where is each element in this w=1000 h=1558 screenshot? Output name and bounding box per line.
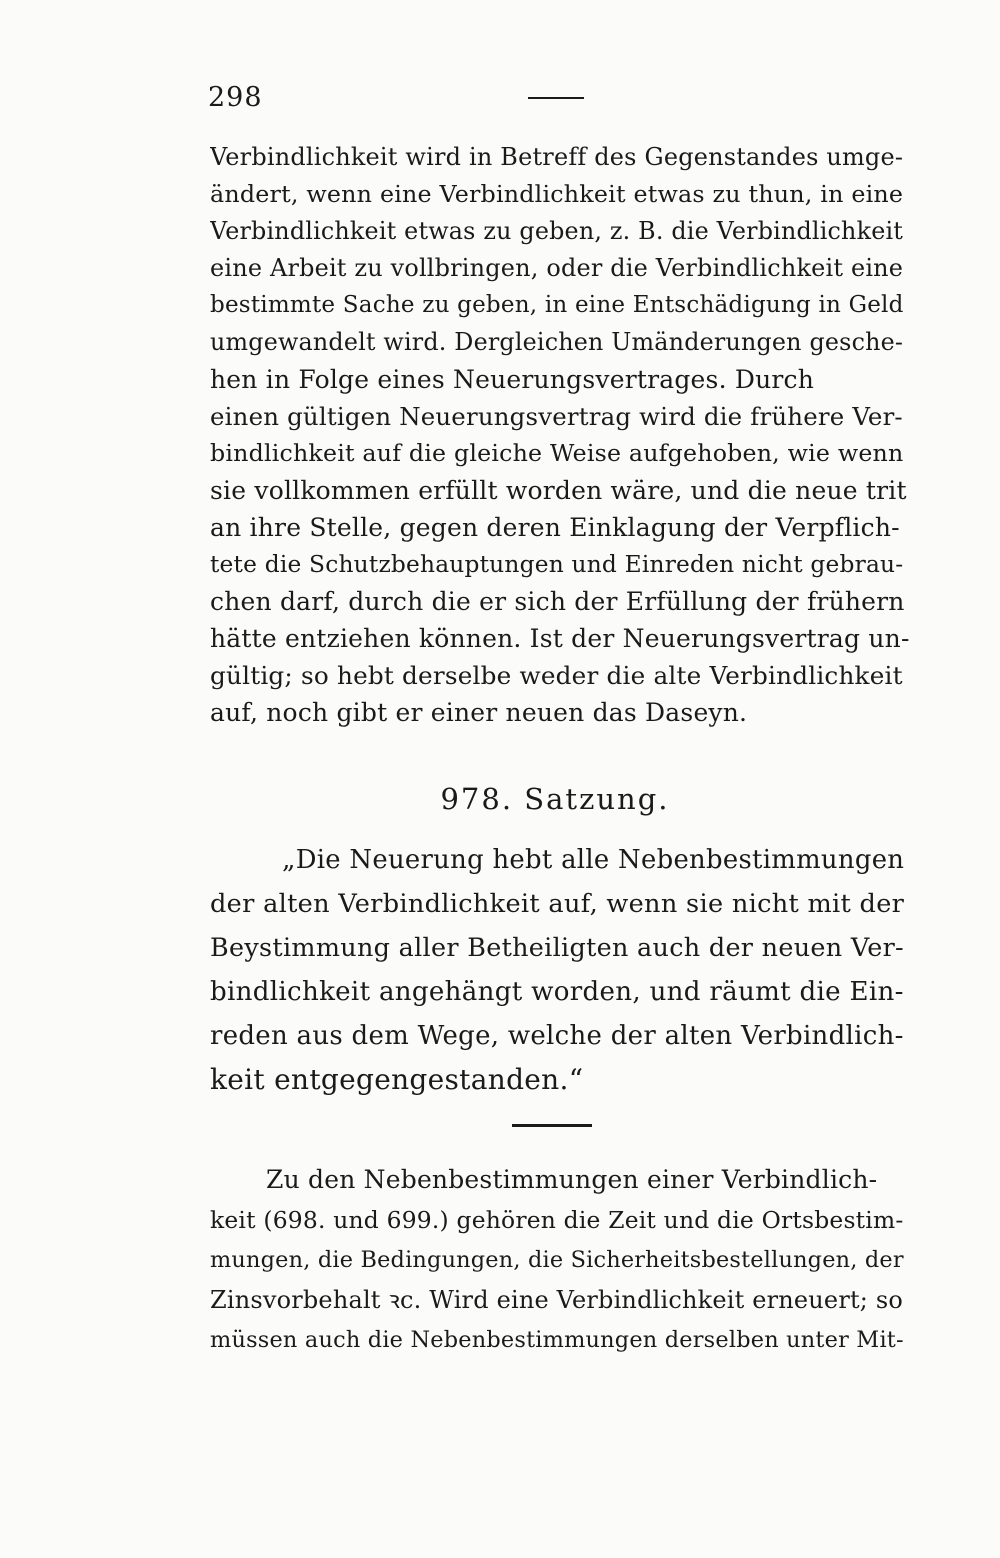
paragraph-continuation: [210, 139, 910, 731]
text-line: einen gültigen Neuerungsvertrag wird die frühere Ver-: [210, 402, 903, 431]
text-line: Zinsvorbehalt ꝛc. Wird eine Verbindlichkeit erneuert; so: [210, 1286, 904, 1314]
text-line: Verbindlichkeit etwas zu geben, z. B. die Verbindlichkeit: [210, 217, 904, 245]
quote-line: keit entgegengestanden.“: [210, 1063, 584, 1096]
section-heading: 978. Satzung.: [440, 782, 670, 816]
text-line: eine Arbeit zu vollbringen, oder die Verbindlichkeit eine: [210, 254, 904, 282]
text-line: an ihre Stelle, gegen deren Einklagung der Verpflich-: [210, 513, 900, 542]
text-line: sie vollkommen erfüllt worden wäre, und die neue trit: [210, 476, 907, 505]
text-line: bindlichkeit auf die gleiche Weise aufgehoben, wie wenn: [210, 439, 904, 467]
text-line: hätte entziehen können. Ist der Neuerungsvertrag un-: [210, 624, 910, 653]
text-line: tete die Schutzbehauptungen und Einreden nicht gebrau-: [210, 551, 904, 578]
text-line: Verbindlichkeit wird in Betreff des Gegenstandes umge-: [210, 143, 904, 171]
text-line: ändert, wenn eine Verbindlichkeit etwas zu thun, in eine: [210, 180, 904, 208]
text-line: müssen auch die Nebenbestimmungen derselben unter Mit-: [210, 1327, 904, 1353]
text-line: keit (698. und 699.) gehören die Zeit und die Ortsbestim-: [210, 1206, 904, 1234]
text-line: hen in Folge eines Neuerungsvertrages. Durch: [210, 365, 815, 394]
quote-line: „Die Neuerung hebt alle Nebenbestimmungen: [282, 845, 905, 875]
quote-line: reden aus dem Wege, welche der alten Verbindlich-: [210, 1021, 904, 1051]
page-number: 298: [208, 82, 263, 113]
commentary-paragraph: [210, 1160, 910, 1360]
text-line: umgewandelt wird. Dergleichen Umänderungen gesche-: [210, 328, 904, 356]
text-line: auf, noch gibt er einer neuen das Daseyn.: [210, 698, 748, 727]
text-line: gültig; so hebt derselbe weder die alte Verbindlichkeit: [210, 661, 903, 690]
text-line: bestimmte Sache zu geben, in eine Entschädigung in Geld: [210, 292, 904, 318]
text-line: mungen, die Bedingungen, die Sicherheitsbestellungen, der: [210, 1247, 904, 1273]
quote-line: der alten Verbindlichkeit auf, wenn sie nicht mit der: [210, 889, 905, 919]
section-divider: [512, 1124, 592, 1127]
text-line: Zu den Nebenbestimmungen einer Verbindlich-: [266, 1165, 878, 1194]
quote-line: bindlichkeit angehängt worden, und räumt die Ein-: [210, 977, 904, 1007]
statute-quote: [210, 838, 910, 1102]
quote-line: Beystimmung aller Betheiligten auch der neuen Ver-: [210, 933, 904, 963]
header-rule: [528, 97, 584, 99]
text-line: chen darf, durch die er sich der Erfüllung der frühern: [210, 587, 905, 616]
